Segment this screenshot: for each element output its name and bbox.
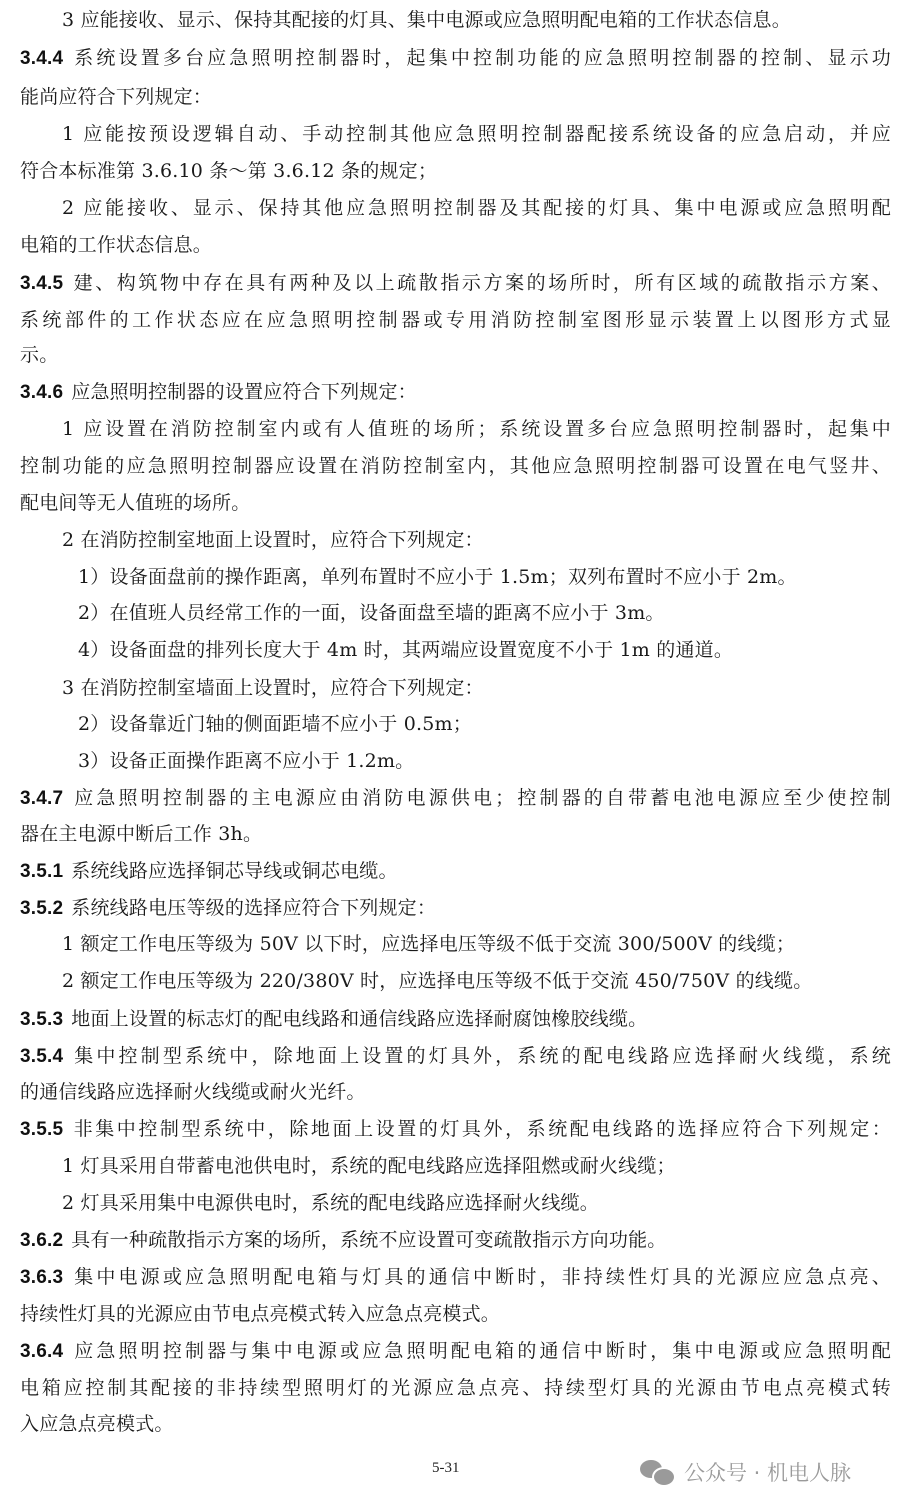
wechat-icon: [640, 1458, 676, 1486]
clause-3-5-3: [20, 1004, 891, 1034]
line-text: 符合本标准第 3.6.10 条～第 3.6.12 条的规定；: [20, 160, 438, 182]
clause-number: 3.4.7: [20, 788, 64, 809]
continuation-line: [20, 1373, 891, 1403]
item-text: 3）设备正面操作距离不应小于 1.2m。: [78, 750, 415, 772]
item-text: 1 灯具采用自带蓄电池供电时，系统的配电线路应选择阻燃或耐火线缆；: [62, 1155, 676, 1177]
line-text: 控制功能的应急照明控制器应设置在消防控制室内，其他应急照明控制器可设置在电气竖井、: [20, 455, 891, 477]
page-number: 5-31: [432, 1460, 460, 1476]
sub-item: [78, 709, 891, 739]
clause-number: 3.5.2: [20, 898, 64, 919]
list-item: [62, 414, 891, 444]
clause-text: 系统线路应选择铜芯导线或铜芯电缆。: [71, 860, 398, 882]
clause-3-6-4: [20, 1336, 891, 1366]
clause-number: 3.4.6: [20, 382, 64, 403]
list-item: [62, 1188, 891, 1218]
clause-number: 3.5.1: [20, 861, 64, 882]
clause-3-5-2: [20, 893, 891, 923]
list-item: [62, 673, 891, 703]
continuation-line: [20, 1409, 891, 1439]
clause-3-4-7: [20, 783, 891, 813]
list-item: [62, 929, 891, 959]
clause-text: 集中控制型系统中，除地面上设置的灯具外，系统的配电线路应选择耐火线缆，系统: [71, 1045, 891, 1067]
sub-item: [78, 635, 891, 665]
continuation-line: [20, 156, 891, 186]
continuation-line: [20, 488, 891, 518]
list-item: [62, 966, 891, 996]
list-item: [62, 5, 891, 35]
clause-text: 地面上设置的标志灯的配电线路和通信线路应选择耐腐蚀橡胶线缆。: [71, 1008, 648, 1030]
line-text: 示。: [20, 344, 59, 366]
item-text: 1）设备面盘前的操作距离，单列布置时不应小于 1.5m；双列布置时不应小于 2m。: [78, 566, 797, 588]
list-item: [62, 1151, 891, 1181]
continuation-line: [20, 819, 891, 849]
sub-item: [78, 562, 891, 592]
item-text: 1 额定工作电压等级为 50V 以下时，应选择电压等级不低于交流 300/500V 的线缆；: [62, 933, 796, 955]
clause-text: 系统设置多台应急照明控制器时，起集中控制功能的应急照明控制器的控制、显示功: [71, 47, 891, 69]
line-text: 配电间等无人值班的场所。: [20, 492, 251, 514]
clause-3-5-4: [20, 1041, 891, 1071]
clause-3-6-3: [20, 1262, 891, 1292]
clause-text: 系统线路电压等级的选择应符合下列规定：: [71, 897, 437, 919]
clause-text: 应急照明控制器与集中电源或应急照明配电箱的通信中断时，集中电源或应急照明配: [71, 1340, 891, 1362]
clause-number: 3.6.4: [20, 1341, 64, 1362]
item-text: 2 在消防控制室地面上设置时，应符合下列规定：: [62, 529, 484, 551]
clause-text: 非集中控制型系统中，除地面上设置的灯具外，系统配电线路的选择应符合下列规定：: [71, 1118, 891, 1140]
list-item: [62, 119, 891, 149]
clause-number: 3.5.5: [20, 1119, 64, 1140]
item-text: 2）在值班人员经常工作的一面，设备面盘至墙的距离不应小于 3m。: [78, 602, 665, 624]
continuation-line: [20, 1299, 891, 1329]
item-text: 2）设备靠近门轴的侧面距墙不应小于 0.5m；: [78, 713, 472, 735]
line-text: 电箱的工作状态信息。: [20, 234, 213, 256]
clause-text: 应急照明控制器的主电源应由消防电源供电；控制器的自带蓄电池电源应至少使控制: [71, 787, 891, 809]
clause-3-4-6: [20, 377, 891, 407]
clause-3-4-4: [20, 43, 891, 73]
clause-text: 集中电源或应急照明配电箱与灯具的通信中断时，非持续性灯具的光源应应急点亮、: [71, 1266, 891, 1288]
item-text: 2 灯具采用集中电源供电时，系统的配电线路应选择耐火线缆。: [62, 1192, 599, 1214]
continuation-line: [20, 230, 891, 260]
continuation-line: [20, 305, 891, 335]
line-text: 持续性灯具的光源应由节电点亮模式转入应急点亮模式。: [20, 1303, 501, 1325]
item-text: 1 应设置在消防控制室内或有人值班的场所；系统设置多台应急照明控制器时，起集中: [62, 418, 891, 440]
clause-number: 3.5.3: [20, 1009, 64, 1030]
item-text: 1 应能按预设逻辑自动、手动控制其他应急照明控制器配接系统设备的应急启动，并应: [62, 123, 891, 145]
list-item: [62, 193, 891, 223]
line-text: 系统部件的工作状态应在应急照明控制器或专用消防控制室图形显示装置上以图形方式显: [20, 309, 891, 331]
continuation-line: [20, 1077, 891, 1107]
clause-text: 建、构筑物中存在具有两种及以上疏散指示方案的场所时，所有区域的疏散指示方案、: [71, 272, 891, 294]
clause-3-5-5: [20, 1114, 891, 1144]
clause-number: 3.5.4: [20, 1046, 64, 1067]
item-text: 3 在消防控制室墙面上设置时，应符合下列规定：: [62, 677, 484, 699]
watermark-text: 公众号 · 机电人脉: [684, 1461, 852, 1485]
continuation-line: [20, 340, 891, 370]
item-text: 4）设备面盘的排列长度大于 4m 时，其两端应设置宽度不小于 1m 的通道。: [78, 639, 734, 661]
line-text: 器在主电源中断后工作 3h。: [20, 823, 263, 845]
continuation-line: [20, 451, 891, 481]
line-text: 能尚应符合下列规定：: [20, 86, 213, 108]
line-text: 入应急点亮模式。: [20, 1413, 174, 1435]
list-item: [62, 525, 891, 555]
item-text: 2 额定工作电压等级为 220/380V 时，应选择电压等级不低于交流 450/750V 的线缆。: [62, 970, 813, 992]
clause-number: 3.4.5: [20, 273, 64, 294]
watermark: [640, 1455, 851, 1489]
clause-3-5-1: [20, 856, 891, 886]
item-text: 2 应能接收、显示、保持其他应急照明控制器及其配接的灯具、集中电源或应急照明配: [62, 197, 891, 219]
clause-number: 3.6.3: [20, 1267, 64, 1288]
item-text: 3 应能接收、显示、保持其配接的灯具、集中电源或应急照明配电箱的工作状态信息。: [62, 9, 791, 31]
line-text: 的通信线路应选择耐火线缆或耐火光纤。: [20, 1081, 366, 1103]
line-text: 电箱应控制其配接的非持续型照明灯的光源应急点亮、持续型灯具的光源由节电点亮模式转: [20, 1377, 891, 1399]
clause-number: 3.6.2: [20, 1230, 64, 1251]
clause-3-6-2: [20, 1225, 891, 1255]
clause-text: 具有一种疏散指示方案的场所，系统不应设置可变疏散指示方向功能。: [71, 1229, 667, 1251]
clause-3-4-5: [20, 268, 891, 298]
continuation-line: [20, 82, 891, 112]
sub-item: [78, 746, 891, 776]
clause-number: 3.4.4: [20, 48, 64, 69]
clause-text: 应急照明控制器的设置应符合下列规定：: [71, 381, 417, 403]
sub-item: [78, 598, 891, 628]
